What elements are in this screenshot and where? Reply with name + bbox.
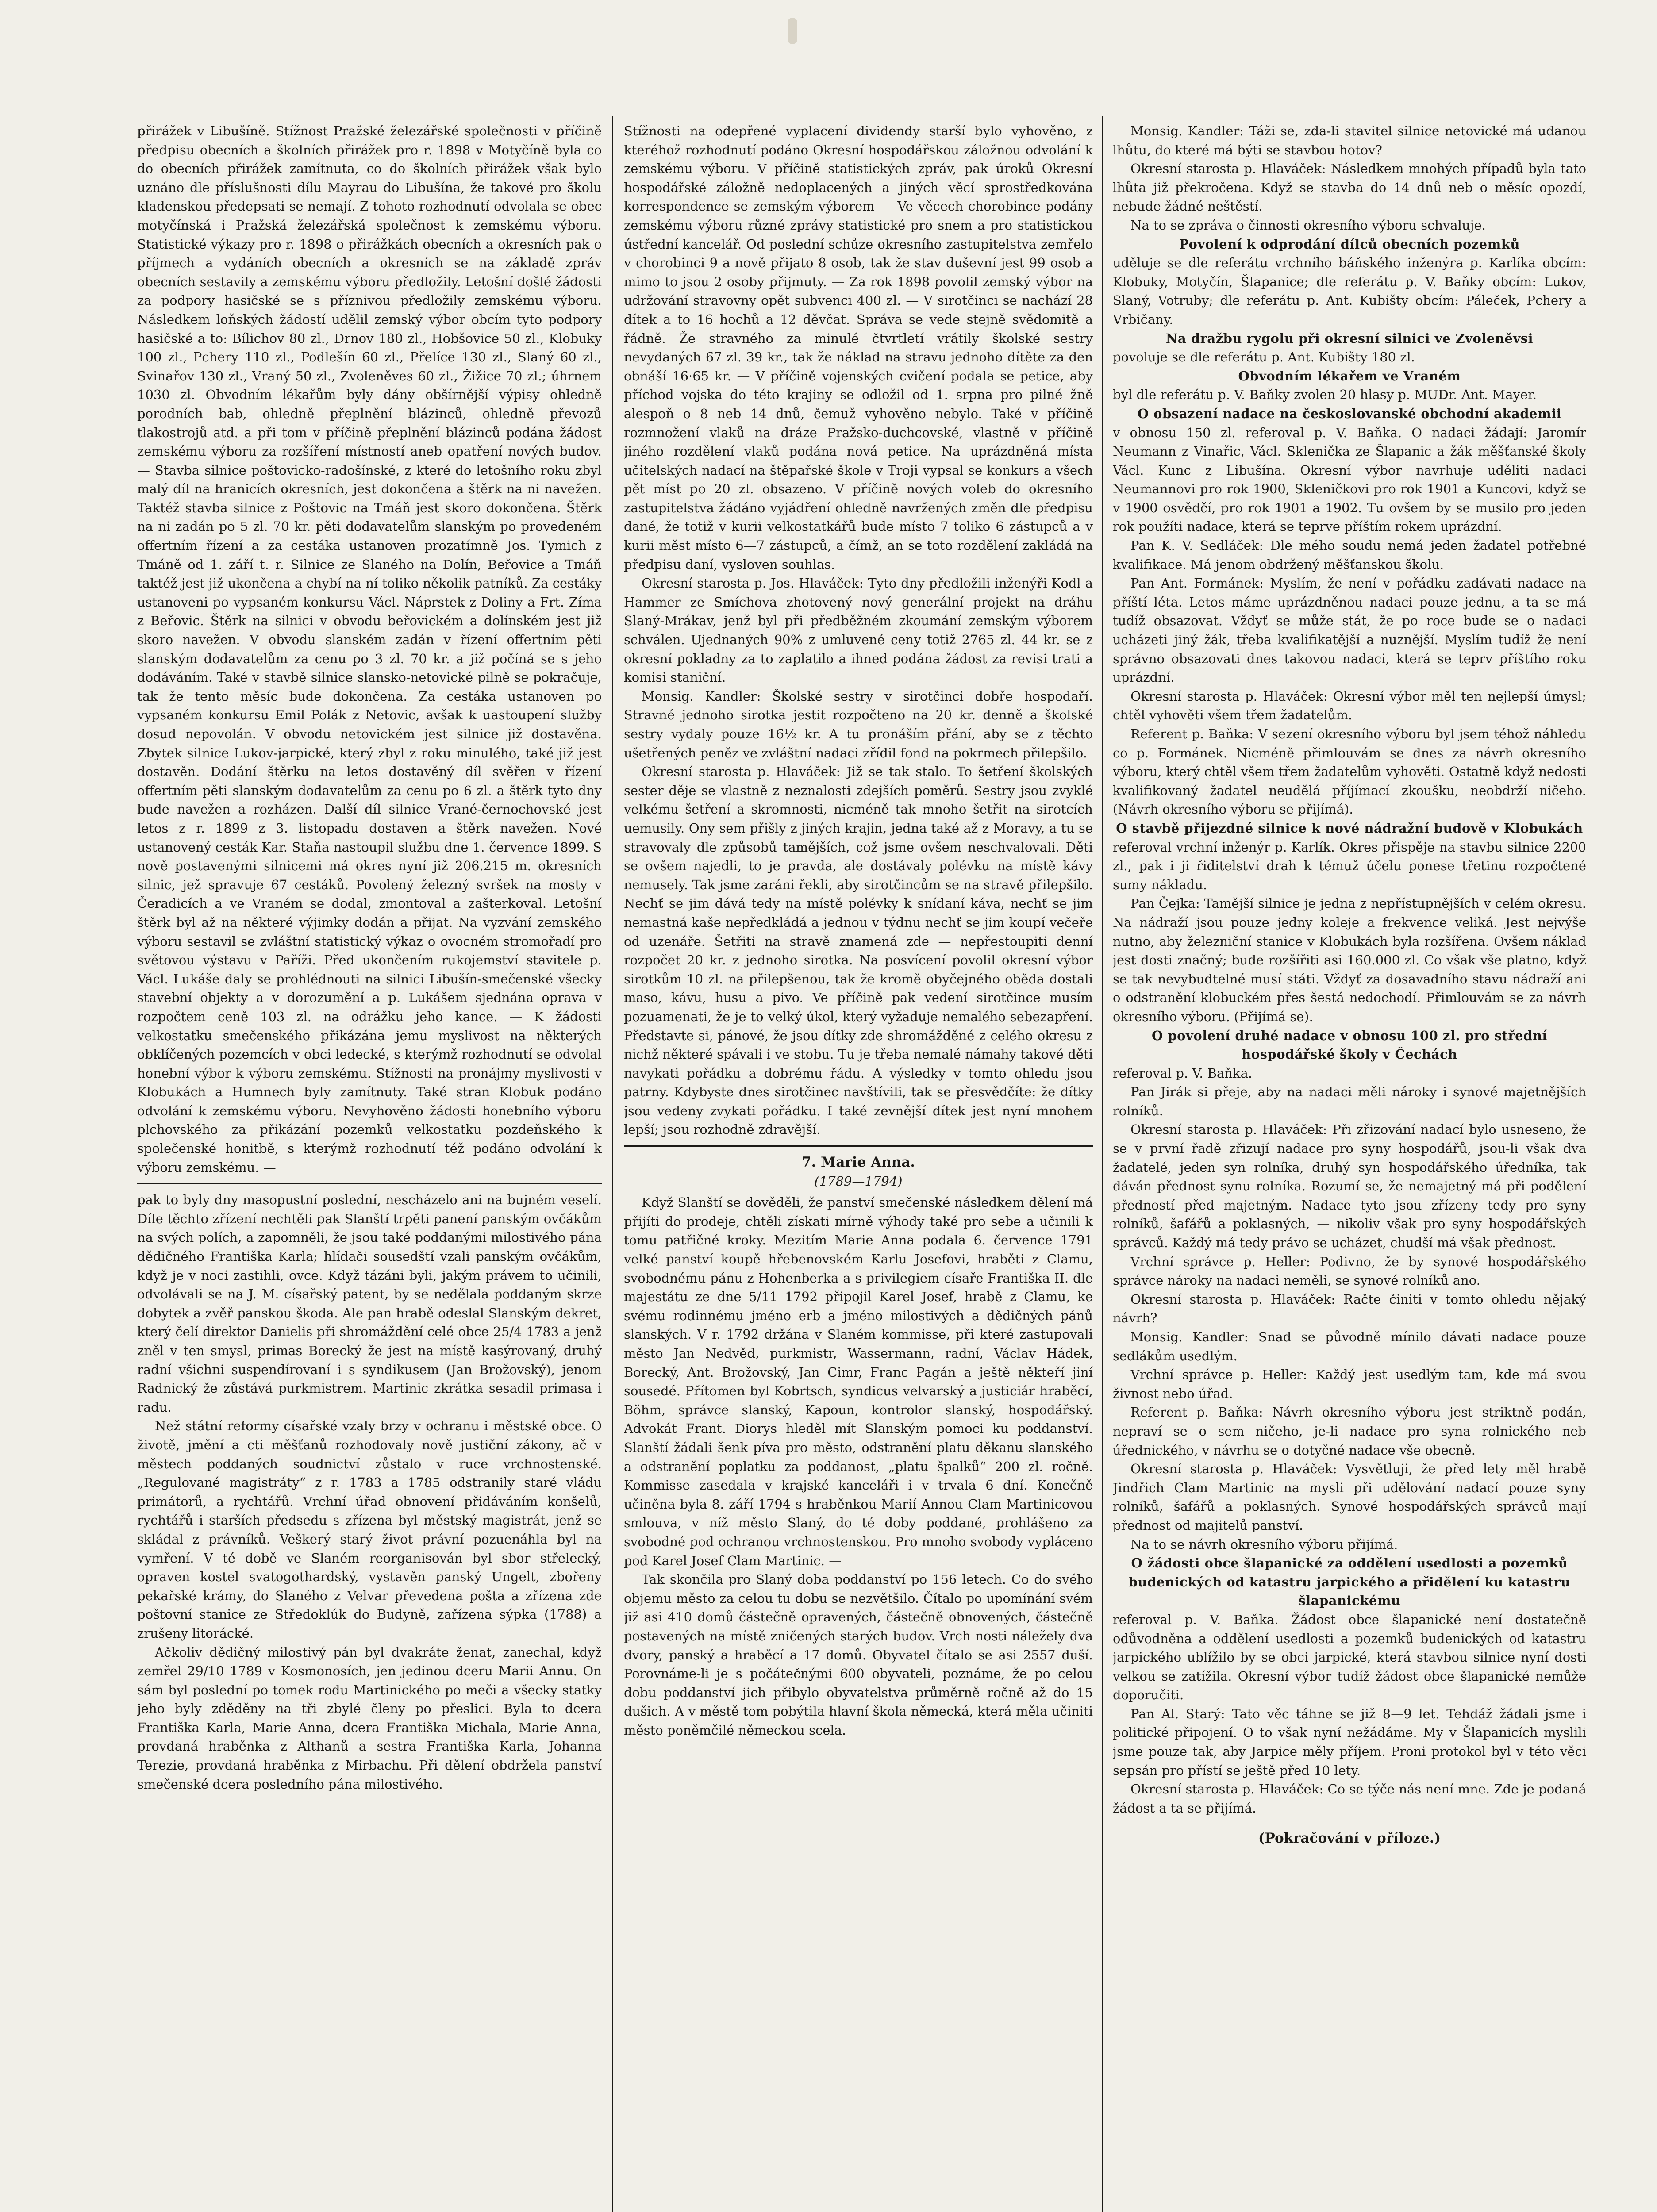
item-heading: Na dražbu rygolu při okresní silnici ve Zvoleněvsi	[1165, 330, 1534, 346]
paragraph: Okresní starosta p. Hlaváček: Co se týče nás není mne. Zde je podaná žádost a ta se přijímá.	[1113, 1782, 1586, 1816]
paragraph: Okresní starosta p. Hlaváček: Následkem mnohých případů byla tato lhůta již překročena. Když se stavba do 14 dnů neb o měsíc opozdí, nebude žádné neštěstí.	[1113, 161, 1586, 214]
paragraph: Monsig. Kandler: Snad se původně mínilo dávati nadace pouze sedlákům usedlým.	[1113, 1329, 1586, 1363]
column-rule	[612, 116, 613, 2212]
separator-rule	[137, 1183, 602, 1184]
paragraph: Pan Jirák si přeje, aby na nadaci měli nároky i synové majetnějších rolníků.	[1113, 1084, 1586, 1118]
separator-rule	[624, 1145, 1093, 1147]
paragraph: Pan Al. Starý: Tato věc táhne se již 8—9 let. Tehdáž žádali jsme i politické připojení. O to však nyní nežádáme. My v Šlapanicích myslili jsme pouze tak, aby Jarpice měly příjem. Proni protokol byl v této věci sepsán pro přístí se ještě před 10 lety.	[1113, 1706, 1586, 1778]
paragraph: Tak skončila pro Slaný doba poddanství po 156 letech. Co do svého objemu město za celou tu dobu se nezvětšilo. Čítalo po upomínání svém již asi 410 domů částečně opravených, částečně obnovených, částečně postavených na místě zničených starých budov. Vrch nosti náležely dva dvory, panský a hraběcí a 17 domů. Obyvatel čítalo se asi 2557 duší. Porovnáme-li je s počátečnými 600 obyvateli, poznáme, že po celou dobu poddanství jich přibylo obyvatelstva průměrně ročně až do 15 dušich. A v městě tom pobýtila hlavní škola německá, která měla učiniti město poněmčilé německou scela.	[624, 1572, 1093, 1738]
paragraph: Okresní starosta p. Hlaváček: Při zřizování nadací bylo usneseno, že se v první řadě zřizují nadace pro syny hospodářů, jsou-li však dva žadatelé, jeden syn rolníka, druhý syn hospodářského úředníka, tak dáván přednost synu rolníka. Rozumí se, že nemajetný má při podělení předností před majetným. Nadace tyto jsou zřízeny tedy pro syny rolníků, šafářů a poklasných, — nikoliv však pro syny hospodářských správců. Každý má tedy právo se ucházet, chudší má však přednost.	[1113, 1122, 1586, 1251]
item-heading: O stavbě přijezdné silnice k nové nádražní budově v Klobukách	[1116, 820, 1583, 836]
paragraph: Pan Čejka: Tamější silnice je jedna z nepřístupnějších v celém okresu. Na nádraží jsou pouze jedny koleje a frekvence veliká. Jest nejvýše nutno, aby železniční stanice v Klobukách byla rozšířena. Ovšem náklad jest dosti značný; bude rozšířiti asi 160.000 zl. Co však vše platno, když se tak nevybudtelné musí státi. Vždyť za dosavadního stavu nádraží ani o odstranění klobuckém přes šestá nedochodí. Přimlouvám se za návrh okresního výboru. (Přijímá se).	[1113, 896, 1586, 1024]
paragraph: Referent p. Baňka: V sezení okresního výboru byl jsem téhož náhledu co p. Formánek. Nicméně přimlouvám se dnes za návrh okresního výboru, který chtěl všem třem žadatelům vyhověti. Ostatně když nedosti kvalifikovaný žadatel neudělá příjímací zkoušku, neobdrží ničeho. (Návrh okresního výboru se přijímá).	[1113, 726, 1586, 817]
paragraph: Ačkoliv dědičný milostivý pán byl dvakráte ženat, zanechal, když zemřel 29/10 1789 v Kosmonosích, jen jedinou dceru Marii Annu. On sám byl poslední po tomek rodu Martinického po meči a všecky statky jeho byly zděděny na tři zbylé členy po přeslici. Byla to dcera Františka Karla, Marie Anna, dcera Františka Michala, Marie Anna, provdaná hraběnka z Althanů a sestra Františka Karla, Johanna Terezie, provdaná hraběnka z Mirbachu. Při dělení obdržela panství smečenské dcera posledního pána milostivého.	[137, 1644, 602, 1792]
paragraph: Na to se zpráva o činnosti okresního výboru schvaluje.	[1130, 217, 1486, 233]
paragraph: Na to se návrh okresního výboru přijímá.	[1130, 1536, 1398, 1552]
paragraph: byl dle referátu p. V. Baňky zvolen 20 hlasy p. MUDr. Ant. Mayer.	[1113, 387, 1537, 403]
paragraph: Než státní reformy císařské vzaly brzy v ochranu i městské obce. O životě, jmění a cti měšťanů rozhodovaly nově justiční zákony, ač v městech poddaných soudnictví zůstalo v ruce vrchnostenské. „Regulované magistráty“ z r. 1783 a 1785 odstranily staré vládu primátorů, a rychtářů. Vrchní úřad obnovení přidáváním konšelů, rychtářů i starších předsedu s zřízena byl městský magistrát, jenž se skládal z právníků. Veškerý starý život právní pozuenáhla byl na vymření. V té době ve Slaném reorganisován byl sbor střelecký, opraven kostel svatogothardský, vystavěn panský Ungelt, zbořeny pekařské krámy, do Slaného z Velvar převedena pošta a zřízena zde poštovní stanice ze Středoklúk do Budyně, zařízena sýpka (1788) a zrušeny litorácké.	[137, 1418, 602, 1641]
paragraph: Pan K. V. Sedláček: Dle mého soudu nemá jeden žadatel potřebné kvalifikace. Má jenom obdržený měšťanskou školu.	[1113, 538, 1586, 572]
paragraph: Když Slanští se dověděli, že panství smečenské následkem dělení má přijíti do prodeje, chtěli získati mírně výhody také pro sebe a učinili k tomu patřičné kroky. Mezitím Marie Anna podala 6. července 1791 velké panství koupě hřebenovském Karlu Josefovi, hraběti z Clamu, svobodnému pánu z Hohenberka a s privilegiem císaře Františka II. dle majestátu ze dne 5/11 1792 připojil Karel Josef, hrabě z Clamu, ke svému rodinnému jméno erb a jméno milostivých a dědičných pánů slanských. V r. 1792 držána v Slaném kommisse, při které zastupovali město Jan Nedvěd, purkmistr, Wassermann, radní, Václav Hádek, Borecký, Ant. Brožovský, Jan Cimr, Franc Pagán a ještě někteří jiní sousedé. Přítomen byl Kobrtsch, syndicus velvarský a justiciár hraběcí, Böhm, správce slanský, Kapoun, kontrolor slanský, hospodářský. Advokát Frant. Diorys hleděl mít Slanským pomoci ku poddanství. Slanští žádali šenk píva pro město, odstranění platu děkanu slanského a odstranění poplatku za poddanost, „platu špalků“ 200 zl. ročně. Kommisse zasedala v krajské kanceláři i v trvala 6 dní. Konečně učiněna byla 8. září 1794 s hraběnkou Marií Annou Clam Martinicovou smlouva, v níž město Slaný, do té doby poddané, prohlášeno za svobodné pod ochranou vrchnostenskou. Pro mnoho svobody vypláceno pod Karel Josef Clam Martinic. —	[624, 1195, 1093, 1568]
paragraph: uděluje se dle referátu vrchního báňského inženýra p. Karlíka obcím: Klobuky, Motyčín, Šlapanice; dle referátu p. V. Baňky obcím: Lukov, Slaný, Votruby; dle referátu p. Ant. Kubišty obcím: Páleček, Pchery a Vrbičany.	[1113, 255, 1586, 327]
paragraph: Monsig. Kandler: Školské sestry v sirotčinci dobře hospodaří. Stravné jednoho sirotka jestit rozpočteno na 20 kr. denně a školské sestry vydaly pouze 16½ kr. A tu pronáším přání, aby se z těchto ušetřených peněz ve zvláštní nadaci zřídil fond na pokrmech přilepšilo.	[624, 688, 1093, 760]
column-middle	[624, 122, 1093, 2212]
paragraph: Okresní starosta p. Hlaváček: Vysvětluji, že před lety měl hrabě Jindřich Clam Martinic na mysli při udělování nadací pouze syny rolníků, šafářů a poklasných. Synové hospodářských správců mají přednost od majitelů panství.	[1113, 1461, 1586, 1533]
paragraph: povoluje se dle referátu p. Ant. Kubišty 180 zl.	[1113, 349, 1415, 365]
paragraph: Okresní starosta p. Hlaváček: Již se tak stalo. To šetření školských sester děje se vlastně z neznalosti zdejších poměrů. Sestry jsou zvyklé velkému šetření a skromnosti, nicméně tak mnoho šetřit na sirotcích uemusily. Ony sem přišly z jiných krajin, jedna také až z Moravy, a tu se stravovaly dle způsobů tamějších, což jsme ovšem neschvalovali. Děti se ovšem najedli, to je pravda, ale dostávaly polévku na místě kávy nemusely. Tak jsme zaráni řekli, aby sirotčincům se na stravě přilepšilo. Nechť se jim dává tedy na místě polévky k snídaní káva, nechť se jim nemastná kaše nepředkládá a jednou v týdnu nechť se jim koupí večeře od uzenáře. Šetřiti na stravě znamená zde — nepřestoupiti denní rozpočet 20 kr. z jednoho sirotka. Na posvícení povolil okresní výbor sirotkům 10 zl. na přilepšenou, tak že kromě obyčejného oběda dostali maso, kávu, husu a pivo. Ve příčině pak vedení sirotčince musím pozuamenati, že je to velký úkol, který vyžaduje nemalého sebezapření. Představte si, pánové, že jsou dítky zde shromážděné z celého okresu z nichž některé spávali i ve stobu. Tu je třeba nemalé námahy takové děti navykati pořádku a dobrému řádu. A výsledky v tomto ohledu jsou patrny. Kdybyste dnes sirotčinec navštívili, tak se přesvědčíte: že dítky jsou vedeny zvykati pořádku. I také zevnější dítek jest nyní mnohem lepší; jsou rozhodně zdravější.	[624, 764, 1093, 1137]
paragraph: Okresní starosta p. Hlaváček: Račte činiti v tomto ohledu nějaký návrh?	[1113, 1291, 1586, 1326]
continued-note: (Pokračování v příloze.)	[1258, 1830, 1441, 1847]
binding-mark	[788, 18, 797, 44]
paragraph: Okresní starosta p. Hlaváček: Okresní výbor měl ten nejlepší úmysl; chtěl vyhověti všem třem žadatelům.	[1113, 688, 1586, 723]
item-heading: O povolení druhé nadace v obnosu 100 zl. pro střední hospodářské školy v Čechách	[1152, 1028, 1547, 1062]
paragraph: Okresní starosta p. Jos. Hlaváček: Tyto dny předložili inženýři Kodl a Hammer ze Smíchova zhotovený nový generální projekt na dráhu Slaný-Mrákav, jenž byl při předběžném zkoumání zemským výborem schválen. Ujednaných 90% z umluvené ceny totiž 2765 zl. 44 kr. se z okresní pokladny za to zaplatilo a ihned podána žádost za revisi trati a komisi staniční.	[624, 576, 1093, 685]
column-rule	[1102, 116, 1103, 2212]
paragraph: Stížnosti na odepřené vyplacení dividendy starší bylo vyhověno, z kteréhož rozhodnutí podáno Okresní hospodářskou záložnou odvolání k zemskému výboru. V příčině statistických zpráv, pak úroků Okresní hospodářské záložně nedoplacených a jiných věcí sprostředkována korrespondence se zemským výborem — Ve věcech chorobince podány zemskému výboru různé zprávy statistické pro snem a pro statistickou ústřední kancelář. Od poslední schůze okresního zastupitelstva zemřelo v chorobinci 9 a nově přijato 8 osob, tak že stav duševní jest 99 osob a mimo to jsou 2 osoby přijmuty. — Za rok 1898 povolil zemský výbor na udržování stravovny opět subvenci 400 zl. — V sirotčinci se nachází 28 dítek a to 16 hochů a 12 děvčat. Správa se vede stejně svědomitě a řádně. Že stravného za minulé čtvrtletí vrátily školské sestry nevydaných 67 zl. 39 kr., tak že náklad na stravu jednoho dítěte za den obnáší 16·65 kr. — V příčině vojenských cvičení podala se petice, aby příchod vojska do této krajiny se odložil od 1. srpna pro pilné žně alespoň o 8 neb 14 dnů, čemuž vyhověno nebylo. Také v příčině rozmnožení vlaků na dráze Pražsko-duchcovské, vlastně v příčině jiného rozdělení vlaků podána nová petice. Na uprázdněná místa učitelských nadací na štěpařské škole v Troji vypsal se konkurs a všech pět míst po 20 zl. obsazeno. V příčině nových voleb do okresního zastupitelstva žádáno vyjádření ohledně navržených změn dle předpisu dané, že totiž v kurii velkostatkářů bude místo 7 toliko 6 zástupců a v kurii měst místo 6—7 zástupců, a čímž, an se toto rozdělení zakládá na předpisu daní, vysloven souhlas.	[624, 123, 1093, 572]
paragraph: Referent p. Baňka: Návrh okresního výboru jest striktně podán, nepraví se o sem ničeho, je-li nadace pro syna rolnického neb úřednického, v návrhu se o dotyčné nadace vše obecně.	[1113, 1405, 1586, 1458]
section-dates: (1789—1794)	[814, 1173, 903, 1189]
section-title: 7. Marie Anna.	[801, 1154, 915, 1171]
paragraph: Vrchní správce p. Heller: Každý jest usedlým tam, kde má svou živnost nebo úřad.	[1113, 1367, 1586, 1401]
paragraph: pak to byly dny masopustní poslední, nescházelo ani na bujném veselí. Díle těchto zřízení nechtěli pak Slanští trpěti panení panským ovčákům na svých polích, a zapomněli, že jsou také poddanými milostivého pána dědičného Františka Karla; hlídači sousedští vzali panským ovčákům, když je v noci zastihli, ovce. Když tázáni byli, jakým právem to učinili, odvolávali se na J. M. císařský patent, by se nedělala poddaným skrze dobytek a zvěř panskou škoda. Ale pan hrabě odeslal Slanským dekret, který čelí direktor Danielis při shromáždění celé obce 25/4 1783 a jenž zněl v ten smysl, primas Borecký že jest na místě kasýrovaný, druhý radní všichni suspendírovaní i s syndikusem (Jan Brožovský), jenom Radnický že zůstává purkmistrem. Martinic zkrátka sesadil primasa i radu.	[137, 1192, 602, 1415]
item-heading: Obvodním lékařem ve Vraném	[1238, 368, 1461, 384]
item-heading: Povolení k odprodání dílců obecních pozemků	[1179, 236, 1520, 252]
paragraph: Pan Ant. Formánek: Myslím, že není v pořádku zadávati nadace na příští léta. Letos máme uprázdněnou nadaci pouze jednu, a ta se má tudíž obsazovat. Vždyť se může stát, že po roce bude se o nadaci ucházeti jiný žák, třeba kvalifikatější a nuznější. Myslím tudíž že není správno obsazovati dnes takovou nadaci, která se teprv příštího roku uprázdní.	[1113, 576, 1586, 685]
column-right	[1113, 122, 1586, 2212]
paragraph: přirážek v Libušíně. Stížnost Pražské železářské společnosti v příčině předpisu obecních a školních přirážek pro r. 1898 v Motyčíně byla co do obecních přirážek zamítnuta, co do školních přirážek však bylo uznáno dle příslušnosti dílu Mayrau do Libušína, že takové pro školu kladenskou předepsati se nemají. Z tohoto rozhodnutí odvolala se obec motyčínská i Pražská železářská společnost k zemskému výboru. Statistické výkazy pro r. 1898 o přirážkách obecních a okresních pak o příjmech a vydáních obecních a okresních se na základě zpráv obecních sestavily a zemskému výboru předložily. Letošní došlé žádosti za podpory hasičské se s příznivou předložily zemskému výboru. Následkem loňských žádostí udělil zemský výbor obcím tyto podpory hasičské a to: Bílichov 80 zl., Drnov 180 zl., Hobšovice 50 zl., Klobuky 100 zl., Pchery 110 zl., Podlešín 60 zl., Přelíce 130 zl., Slaný 60 zl., Svinařov 130 zl., Vraný 50 zl., Zvoleněves 60 zl., Žižice 70 zl.; úhrnem 1030 zl. Obvodním lékařům byly dány obšírnější výpisy ohledně porodních bab, ohledně přeplnění blázinců, ohledně převozů tlakostrojů atd. a při tom v příčině přeplnění blázinců podána žádost zemskému výboru za rozšíření místností aneb opatření nových budov. — Stavba silnice poštovicko-radošínské, z které do letošního roku zbyl malý díl na hranicích okresních, jest dokončena a štěrk na ni navežen. Taktéž stavba silnice z Poštovic na Tmáň jest skoro dokončena. Štěrk na ni zadán po 5 zl. 70 kr. pěti dodavatelům slanským po provedeném offertním řízení a za cestáka ustanoven prozatímně Jos. Tymich z Tmáně od 1. září t. r. Silnice ze Slaného na Dolín, Beřovice a Tmáň taktéž jest již ukončena a chybí na ní toliko několik patníků. Za cestáky ustanoveni po vypsaném konkursu Václ. Náprstek z Doliny a Frt. Zíma z Beřovic. Štěrk na silnici v obvodu beřovickém a dolínském jest již skoro navežen. V obvodu slanském zadán v řízení offertním pěti slanským dodavatelům za cenu po 3 zl. 70 kr. a již počíná se s jeho dodáváním. Také v stavbě silnice slansko-netovické pilně se pokračuje, tak že tento měsíc bude dokončena. Za cestáka ustanoven po vypsaném konkursu Emil Polák z Netovic, avšak k uastoupení služby dosud nepovolán. V obvodu netovickém jest silnice již dostavěna. Zbytek silnice Lukov-jarpické, který zbyl z roku minulého, také již jest dostavěn. Dodání štěrku na letos dostavěný díl svěřen v řízení offertním pěti slanským dodavatelům za cenu po 6 zl. a štěrk tyto dny bude navežen a rozházen. Další díl silnice Vrané-černochovské jest letos z r. 1899 z 3. listopadu dostaven a štěrk navežen. Nové ustanovený cesták Kar. Staňa nastoupil službu dne 1. července 1899. S nově postavenými silnicemi má okres nyní již 206.215 m. okresních silnic, jež spravuje 67 cestáků. Povolený železný svršek na mosty v Čeradicích a ve Vraném se dodal, zmontoval a zašterkoval. Letošní štěrk byl až na některé výjimky dodán a přijat. Na vyzvání zemského výboru sestavil se zvláštní statistický výkaz o ovocném stromořadí pro světovou výstavu v Paříži. Před ukončením rukojemství stavitele p. Václ. Lukáše daly se prohlédnouti na silnici Libušín-smečenské všecky stavební objekty a v dorozumění a p. Lukášem sjednána oprava v rozpočtem ceně 103 zl. na odrážku jeho kance. — K žádosti velkostatku smečenského přikázána jemu myslivost na některých obklíčených pozemcích v obci ledecké, s kterýmž rozhodnutí se odvolal honební výbor k výboru zemskému. Stížnosti na pronájmy myslivosti v Klobukách a Humnech byly zamítnuty. Také stran Klobuk podáno odvolání k zemskému výboru. Nevyhověno žádosti honebního výboru plchovského za přikázání pozemků velkostatku pozdeňského k společenské honitbě, s kterýmž rozhodnutí též podáno odvolání k výboru zemskému. —	[137, 123, 602, 1175]
item-heading: O žádosti obce šlapanické za oddělení usedlosti a pozemků budenických od katastru jarpického a přidělení ku katastru šlapanickému	[1128, 1555, 1571, 1609]
paragraph: Vrchní správce p. Heller: Podivno, že by synové hospodářského správce nároky na nadaci neměli, se synové rolníků ano.	[1113, 1254, 1586, 1288]
paragraph: referoval p. V. Baňka.	[1113, 1065, 1253, 1081]
paragraph: Monsig. Kandler: Táži se, zda-li stavitel silnice netovické má udanou lhůtu, do které má býti se stavbou hotov?	[1113, 123, 1586, 157]
paragraph: referoval p. V. Baňka. Žádost obce šlapanické není dostatečně odůvodněna a oddělení usedlosti a pozemků budenických od katastru jarpického ublížilo by se obci jarpické, která stavbou silnice nyní dosti velkou se zatížila. Okresní výbor tudíž žádost obce šlapanické nemůže doporučiti.	[1113, 1612, 1586, 1703]
paragraph: referoval vrchní inženýr p. Karlík. Okres přispěje na stavbu silnice 2200 zl., pak i ji řiditelství drah k témuž účelu ponese třetinu rozpočtené sumy nákladu.	[1113, 839, 1586, 892]
paragraph: v obnosu 150 zl. referoval p. V. Baňka. O nadaci žádají: Jaromír Neumann z Vinařic, Václ. Sklenička ze Šlapanic a žák měšťanské školy Václ. Kunc z Libušína. Okresní výbor navrhuje uděliti nadaci Neumannovi pro rok 1900, Skleničkovi pro rok 1901 a Kuncovi, když se v 1900 osvědčí, pro rok 1901 a 1902. Tu ovšem by se musilo pro jeden rok použíti nadace, která se teprve příštím rokem uprázdní.	[1113, 425, 1586, 534]
column-left	[137, 122, 602, 2212]
item-heading: O obsazení nadace na českoslovanské obchodní akademii	[1137, 406, 1562, 421]
